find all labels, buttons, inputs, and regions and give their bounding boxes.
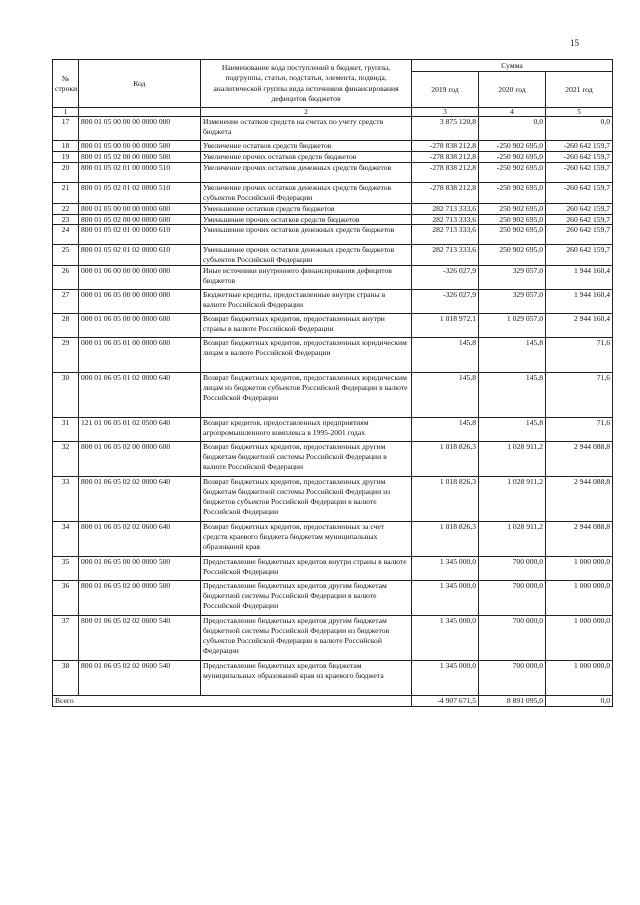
- row-name: Возврат бюджетных кредитов, предоставленных другим бюджетам бюджетной системы Российской Федерации из бюджетов субъектов Российской Федерации в валюте Российской Федерации: [201, 477, 412, 522]
- row-name: Предоставление бюджетных кредитов другим бюджетам бюджетной системы Российской Федерации из бюджетов субъектов Российской Федерации в валюте Российской Федерации: [201, 616, 412, 661]
- row-number: 31: [53, 418, 79, 442]
- row-code: 800 01 06 05 02 00 0000 600: [79, 442, 201, 477]
- row-number: 35: [53, 557, 79, 581]
- table-row: [53, 290, 613, 314]
- header-index-2: 2: [201, 108, 412, 117]
- table-row: [53, 162, 613, 182]
- row-value-2019: 1 018 826,3: [412, 477, 479, 522]
- row-value-2019: 282 713 333,6: [412, 245, 479, 266]
- row-name: Изменение остатков средств на счетах по учету средств бюджета: [201, 117, 412, 141]
- table-row: [53, 225, 613, 245]
- row-value-2020: 145,8: [479, 418, 546, 442]
- row-value-2019: 1 018 972,1: [412, 314, 479, 338]
- row-code: 800 01 06 05 02 00 0000 500: [79, 581, 201, 616]
- row-value-2019: 145,8: [412, 373, 479, 418]
- row-value-2021: 1 000 000,0: [546, 581, 613, 616]
- row-value-2019: 282 713 333,6: [412, 214, 479, 225]
- row-value-2019: 145,8: [412, 418, 479, 442]
- total-2019: -4 907 671,5: [412, 696, 479, 707]
- header-index-1b: [79, 108, 201, 117]
- row-value-2019: 282 713 333,6: [412, 225, 479, 245]
- row-number: 25: [53, 245, 79, 266]
- row-name: Предоставление бюджетных кредитов внутри страны в валюте Российской Федерации: [201, 557, 412, 581]
- row-value-2020: 145,8: [479, 338, 546, 373]
- row-value-2019: 1 018 826,3: [412, 442, 479, 477]
- row-value-2021: 2 944 160,4: [546, 314, 613, 338]
- row-value-2021: 2 944 088,8: [546, 477, 613, 522]
- row-value-2021: 1 000 000,0: [546, 616, 613, 661]
- row-code: 800 01 05 02 01 02 0000 510: [79, 182, 201, 203]
- table-row: [53, 442, 613, 477]
- row-name: Иные источники внутреннего финансирования дефицитов бюджетов: [201, 266, 412, 290]
- row-value-2020: 1 028 911,2: [479, 522, 546, 557]
- header-index-1: 1: [53, 108, 79, 117]
- row-code: 000 01 06 05 00 00 0000 500: [79, 557, 201, 581]
- table-row: [53, 661, 613, 696]
- table-row: [53, 477, 613, 522]
- row-code: 800 01 06 05 02 02 0600 640: [79, 522, 201, 557]
- row-number: 20: [53, 162, 79, 182]
- row-code: 000 01 06 05 00 00 0000 000: [79, 290, 201, 314]
- row-value-2021: -260 642 159,7: [546, 182, 613, 203]
- table-row: [53, 314, 613, 338]
- row-value-2020: 700 000,0: [479, 557, 546, 581]
- table-row: [53, 245, 613, 266]
- header-sum: Сумма: [412, 60, 613, 72]
- row-value-2019: 3 875 120,8: [412, 117, 479, 141]
- table-row: [53, 117, 613, 141]
- table-row: [53, 616, 613, 661]
- total-2021: 0,0: [546, 696, 613, 707]
- row-value-2021: 71,6: [546, 418, 613, 442]
- row-number: 33: [53, 477, 79, 522]
- row-value-2020: -250 902 695,0: [479, 151, 546, 162]
- row-number: 22: [53, 203, 79, 214]
- table-row: [53, 182, 613, 203]
- header-name: Наименование кода поступлений в бюджет, группы, подгруппы, статьи, подстатьи, элемента, подвида, аналитической группы вида источников финансирования дефицитов бюджетов: [201, 60, 412, 108]
- row-code: 000 01 06 00 00 00 0000 000: [79, 266, 201, 290]
- row-value-2019: -326 027,9: [412, 290, 479, 314]
- header-year-2021: 2021 год: [546, 72, 613, 108]
- header-year-2019: 2019 год: [412, 72, 479, 108]
- row-value-2020: -250 902 695,0: [479, 141, 546, 152]
- row-number: 27: [53, 290, 79, 314]
- header-index-3: 3: [412, 108, 479, 117]
- row-value-2020: 1 029 057,0: [479, 314, 546, 338]
- row-value-2019: 1 345 000,0: [412, 557, 479, 581]
- table-row: [53, 141, 613, 152]
- row-value-2021: 71,6: [546, 373, 613, 418]
- row-code: 800 01 06 05 02 02 0600 540: [79, 661, 201, 696]
- row-code: 000 01 06 05 00 00 0000 600: [79, 314, 201, 338]
- row-value-2019: -278 838 212,8: [412, 141, 479, 152]
- header-code: Код: [79, 60, 201, 108]
- row-value-2019: 282 713 333,6: [412, 203, 479, 214]
- row-value-2020: -250 902 695,0: [479, 162, 546, 182]
- row-value-2020: 250 902 695,0: [479, 245, 546, 266]
- row-code: 800 01 05 02 00 00 0000 600: [79, 214, 201, 225]
- row-value-2021: 260 642 159,7: [546, 245, 613, 266]
- row-name: Возврат кредитов, предоставленных предприятиям агропромышленного комплекса в 1995-2001 годах: [201, 418, 412, 442]
- row-value-2020: 329 057,0: [479, 266, 546, 290]
- row-value-2020: 1 028 911,2: [479, 477, 546, 522]
- row-value-2021: -260 642 159,7: [546, 162, 613, 182]
- header-year-2020: 2020 год: [479, 72, 546, 108]
- row-value-2020: 250 902 695,0: [479, 225, 546, 245]
- row-value-2020: 329 057,0: [479, 290, 546, 314]
- row-number: 28: [53, 314, 79, 338]
- row-name: Возврат бюджетных кредитов, предоставленных юридическим лицам из бюджетов субъектов Российской Федерации в валюте Российской Федерации: [201, 373, 412, 418]
- sources-table: [52, 59, 613, 707]
- row-value-2019: 1 345 000,0: [412, 661, 479, 696]
- total-row: [53, 696, 613, 707]
- header-row-number: № строки: [53, 60, 79, 108]
- header-index-4: 4: [479, 108, 546, 117]
- table-row: [53, 214, 613, 225]
- row-code: 000 01 06 05 01 00 0000 600: [79, 338, 201, 373]
- row-number: 21: [53, 182, 79, 203]
- row-code: 800 01 05 00 00 00 0000 000: [79, 117, 201, 141]
- row-value-2021: 260 642 159,7: [546, 225, 613, 245]
- row-value-2020: 1 028 911,2: [479, 442, 546, 477]
- row-value-2020: 700 000,0: [479, 581, 546, 616]
- row-value-2019: 1 018 826,3: [412, 522, 479, 557]
- table-row: [53, 338, 613, 373]
- row-value-2021: 1 000 000,0: [546, 661, 613, 696]
- row-number: 38: [53, 661, 79, 696]
- table-row: [53, 266, 613, 290]
- row-name: Возврат бюджетных кредитов, предоставленных внутри страны в валюте Российской Федерации: [201, 314, 412, 338]
- total-label: Всего: [53, 696, 412, 707]
- row-value-2019: -278 838 212,8: [412, 182, 479, 203]
- row-value-2020: 250 902 695,0: [479, 203, 546, 214]
- table-row: [53, 581, 613, 616]
- row-name: Предоставление бюджетных кредитов другим бюджетам бюджетной системы Российской Федерации в валюте Российской Федерации: [201, 581, 412, 616]
- row-value-2021: 260 642 159,7: [546, 203, 613, 214]
- row-value-2019: -278 838 212,8: [412, 162, 479, 182]
- row-code: 800 01 05 02 01 00 0000 610: [79, 225, 201, 245]
- row-code: 800 01 05 00 00 00 0000 600: [79, 203, 201, 214]
- row-value-2019: -326 027,9: [412, 266, 479, 290]
- row-number: 26: [53, 266, 79, 290]
- table-row: [53, 203, 613, 214]
- row-number: 37: [53, 616, 79, 661]
- row-value-2021: 2 944 088,8: [546, 442, 613, 477]
- row-number: 18: [53, 141, 79, 152]
- row-number: 23: [53, 214, 79, 225]
- row-code: 800 01 05 00 00 00 0000 500: [79, 141, 201, 152]
- row-number: 29: [53, 338, 79, 373]
- table-row: [53, 557, 613, 581]
- row-number: 36: [53, 581, 79, 616]
- row-code: 800 01 06 05 02 02 0000 640: [79, 477, 201, 522]
- table-row: [53, 373, 613, 418]
- row-name: Уменьшение остатков средств бюджетов: [201, 203, 412, 214]
- row-value-2021: -260 642 159,7: [546, 151, 613, 162]
- row-name: Бюджетные кредиты, предоставленные внутри страны в валюте Российской Федерации: [201, 290, 412, 314]
- row-value-2021: 260 642 159,7: [546, 214, 613, 225]
- row-name: Увеличение прочих остатков средств бюджетов: [201, 151, 412, 162]
- table-row: [53, 522, 613, 557]
- row-code: 121 01 06 05 01 02 0500 640: [79, 418, 201, 442]
- row-name: Возврат бюджетных кредитов, предоставленных другим бюджетам бюджетной системы Российской Федерации в валюте Российской Федерации: [201, 442, 412, 477]
- row-number: 19: [53, 151, 79, 162]
- row-code: 800 01 06 05 02 02 0000 540: [79, 616, 201, 661]
- row-value-2021: 1 944 160,4: [546, 290, 613, 314]
- row-value-2021: 71,6: [546, 338, 613, 373]
- row-code: 800 01 05 02 01 02 0000 610: [79, 245, 201, 266]
- page-number: 15: [570, 38, 579, 48]
- row-code: 800 01 05 02 00 00 0000 500: [79, 151, 201, 162]
- row-number: 17: [53, 117, 79, 141]
- row-number: 32: [53, 442, 79, 477]
- row-name: Увеличение прочих остатков денежных средств бюджетов субъектов Российской Федерации: [201, 182, 412, 203]
- row-name: Уменьшение прочих остатков денежных средств бюджетов субъектов Российской Федерации: [201, 245, 412, 266]
- row-value-2020: -250 902 695,0: [479, 182, 546, 203]
- row-name: Увеличение остатков средств бюджетов: [201, 141, 412, 152]
- row-name: Возврат бюджетных кредитов, предоставленных за счет средств краевого бюджета бюджетам муниципальных образований края: [201, 522, 412, 557]
- row-value-2020: 700 000,0: [479, 616, 546, 661]
- row-code: 800 01 05 02 01 00 0000 510: [79, 162, 201, 182]
- row-value-2020: 0,0: [479, 117, 546, 141]
- row-name: Уменьшение прочих остатков денежных средств бюджетов: [201, 225, 412, 245]
- row-name: Увеличение прочих остатков денежных средств бюджетов: [201, 162, 412, 182]
- row-value-2020: 250 902 695,0: [479, 214, 546, 225]
- row-name: Уменьшение прочих остатков средств бюджетов: [201, 214, 412, 225]
- row-value-2021: -260 642 159,7: [546, 141, 613, 152]
- row-number: 24: [53, 225, 79, 245]
- row-value-2019: 1 345 000,0: [412, 581, 479, 616]
- row-value-2020: 700 000,0: [479, 661, 546, 696]
- total-2020: 8 891 095,0: [479, 696, 546, 707]
- row-code: 000 01 06 05 01 02 0000 640: [79, 373, 201, 418]
- row-name: Предоставление бюджетных кредитов бюджетам муниципальных образований края из краевого бюджета: [201, 661, 412, 696]
- table-row: [53, 418, 613, 442]
- row-value-2020: 145,8: [479, 373, 546, 418]
- row-value-2019: -278 838 212,8: [412, 151, 479, 162]
- row-number: 34: [53, 522, 79, 557]
- table-row: [53, 151, 613, 162]
- row-name: Возврат бюджетных кредитов, предоставленных юридическим лицам в валюте Российской Федерации: [201, 338, 412, 373]
- table-body: [53, 117, 613, 696]
- row-value-2021: 1 944 160,4: [546, 266, 613, 290]
- row-value-2019: 1 345 000,0: [412, 616, 479, 661]
- header-index-5: 5: [546, 108, 613, 117]
- row-value-2021: 0,0: [546, 117, 613, 141]
- row-number: 30: [53, 373, 79, 418]
- row-value-2021: 2 944 088,8: [546, 522, 613, 557]
- row-value-2021: 1 000 000,0: [546, 557, 613, 581]
- row-value-2019: 145,8: [412, 338, 479, 373]
